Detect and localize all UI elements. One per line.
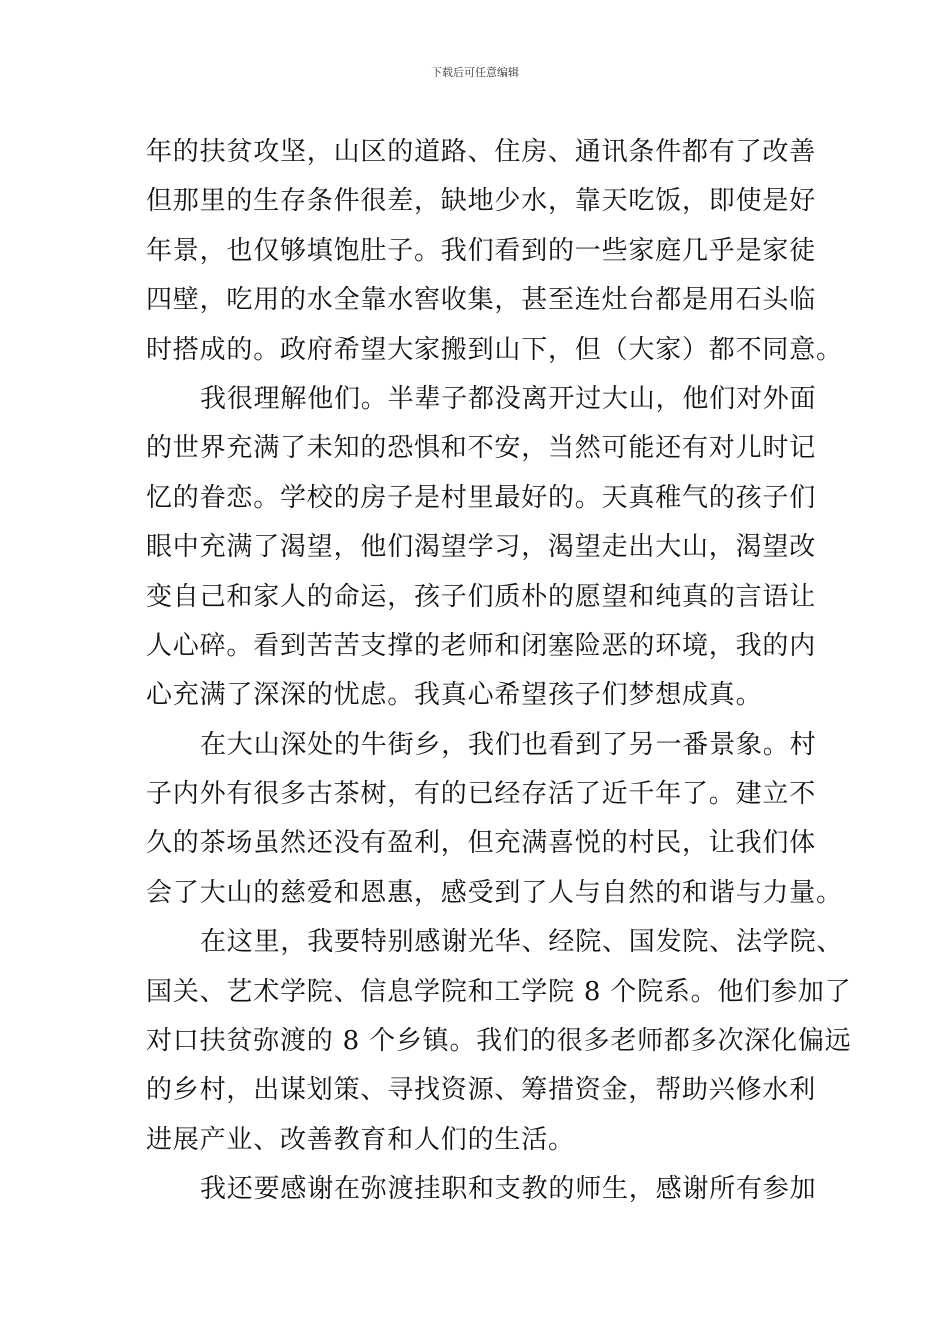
- text-line: 人心碎。看到苦苦支撑的老师和闭塞险恶的环境，我的内: [146, 630, 817, 661]
- paragraph-first-line: 在大山深处的牛街乡，我们也看到了另一番景象。村: [200, 729, 817, 760]
- text-line: 国关、艺术学院、信息学院和工学院 8 个院系。他们参加了: [146, 976, 852, 1007]
- page-header: 下载后可任意编辑: [431, 66, 519, 79]
- text-line: 久的茶场虽然还没有盈利，但充满喜悦的村民，让我们体: [146, 828, 817, 859]
- paragraph-first-line: 我还要感谢在弥渡挂职和支教的师生，感谢所有参加: [200, 1174, 817, 1205]
- text-line: 的世界充满了未知的恐惧和不安，当然可能还有对儿时记: [146, 433, 817, 464]
- text-line: 但那里的生存条件很差，缺地少水，靠天吃饭，即使是好: [146, 186, 817, 217]
- text-line: 对口扶贫弥渡的 8 个乡镇。我们的很多老师都多次深化偏远: [146, 1026, 852, 1057]
- text-line: 时搭成的。政府希望大家搬到山下，但（大家）都不同意。: [146, 334, 843, 365]
- text-line: 心充满了深深的忧虑。我真心希望孩子们梦想成真。: [146, 680, 763, 711]
- text-line: 年的扶贫攻坚，山区的道路、住房、通讯条件都有了改善: [146, 137, 817, 167]
- text-line: 四壁，吃用的水全靠水窖收集，甚至连灶台都是用石头临: [146, 285, 817, 316]
- text-line: 眼中充满了渴望，他们渴望学习，渴望走出大山，渴望改: [146, 532, 817, 563]
- text-line: 的乡村，出谋划策、寻找资源、筹措资金，帮助兴修水利: [146, 1075, 817, 1106]
- paragraph-first-line: 我很理解他们。半辈子都没离开过大山，他们对外面: [200, 383, 817, 414]
- text-line: 忆的眷恋。学校的房子是村里最好的。天真稚气的孩子们: [146, 482, 817, 513]
- paragraph-first-line: 在这里，我要特别感谢光华、经院、国发院、法学院、: [200, 927, 844, 958]
- text-line: 年景，也仅够填饱肚子。我们看到的一些家庭几乎是家徒: [146, 235, 817, 266]
- text-line: 进展产业、改善教育和人们的生活。: [146, 1124, 575, 1155]
- text-line: 会了大山的慈爱和恩惠，感受到了人与自然的和谐与力量。: [146, 877, 843, 908]
- document-body: [146, 128, 852, 1215]
- text-line: 子内外有很多古茶树，有的已经存活了近千年了。建立不: [146, 779, 817, 810]
- text-line: 变自己和家人的命运，孩子们质朴的愿望和纯真的言语让: [146, 581, 817, 612]
